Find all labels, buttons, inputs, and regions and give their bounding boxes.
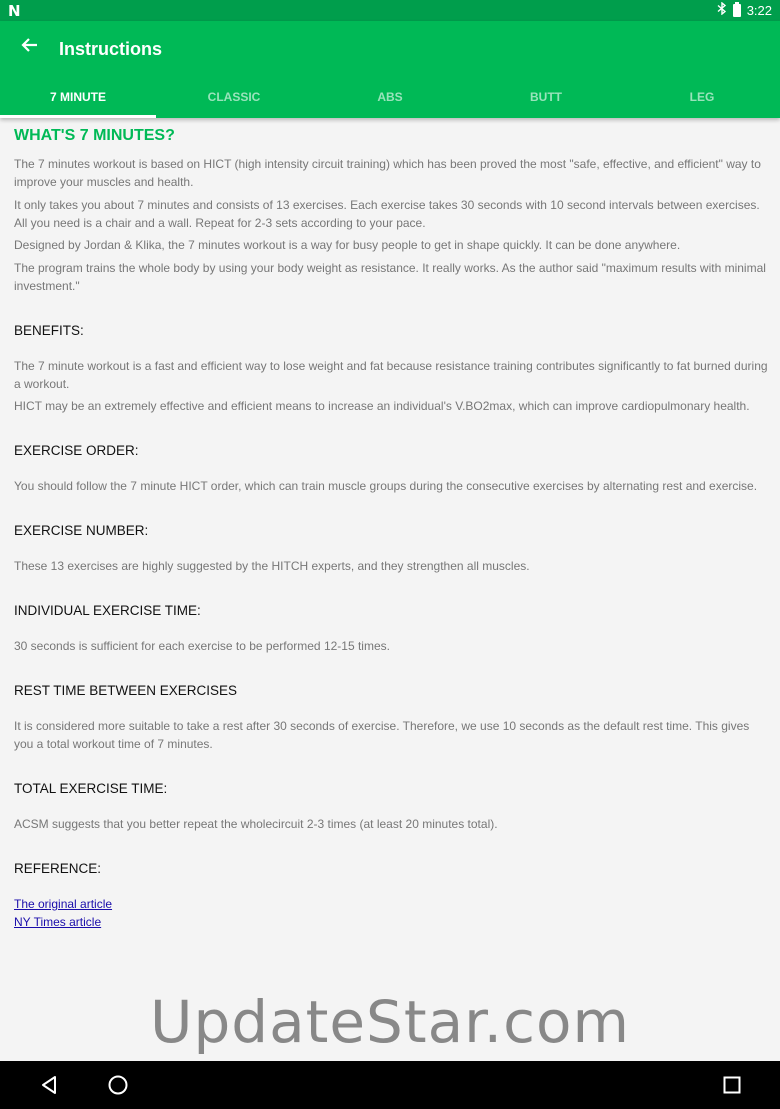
navigation-bar (0, 1061, 780, 1109)
section-title-individual-time: INDIVIDUAL EXERCISE TIME: (14, 603, 201, 618)
status-bar (0, 0, 780, 21)
back-arrow-icon[interactable] (20, 35, 44, 59)
section-paragraph: These 13 exercises are highly suggested by the HITCH experts, and they strengthen all muscles. (14, 559, 530, 573)
status-time: 3:22 (746, 2, 772, 18)
intro-paragraph: The 7 minutes workout is based on HICT (high intensity circuit training) which has been proved the most "safe, effective, and efficient" way to improve your muscles and health. (14, 157, 761, 189)
section-title-exercise-order: EXERCISE ORDER: (14, 443, 139, 458)
page-title: Instructions (59, 39, 163, 59)
main-heading: WHAT'S 7 MINUTES? (14, 127, 175, 144)
original-article-link[interactable]: The original article (14, 897, 113, 911)
watermark: UpdateStar.com (150, 988, 630, 1056)
nav-home-icon[interactable] (106, 1073, 130, 1097)
section-paragraph: HICT may be an extremely effective and efficient means to increase an individual's V.BO2max, which can improve cardiopulmonary health. (14, 399, 750, 413)
instructions-content (14, 126, 770, 931)
nav-back-icon[interactable] (38, 1073, 62, 1097)
tab-leg[interactable]: LEG (689, 90, 715, 104)
section-paragraph: 30 seconds is sufficient for each exercise to be performed 12-15 times. (14, 639, 390, 653)
section-title-rest-time: REST TIME BETWEEN EXERCISES (14, 683, 238, 698)
tab-7-minute[interactable]: 7 MINUTE (0, 77, 156, 118)
app-bar (0, 21, 780, 118)
section-title-benefits: BENEFITS: (14, 322, 84, 338)
section-paragraph: The 7 minute workout is a fast and efficient way to lose weight and fat because resistance training contributes significantly to fat burned during a workout. (14, 358, 768, 391)
section-paragraph: It is considered more suitable to take a rest after 30 seconds of exercise. Therefore, we use 10 seconds as the default rest time. This gives you a total workout time of 7 minutes. (14, 719, 750, 751)
tab-butt[interactable]: BUTT (530, 90, 562, 104)
section-paragraph: You should follow the 7 minute HICT order, which can train muscle groups during the consecutive exercises by alternating rest and exercise. (14, 479, 758, 493)
section-title-total-time: TOTAL EXERCISE TIME: (14, 781, 168, 796)
tab-abs[interactable]: ABS (377, 90, 403, 104)
section-title-exercise-number: EXERCISE NUMBER: (14, 523, 149, 538)
ny-times-article-link[interactable]: NY Times article (14, 915, 102, 929)
notification-n-icon: N (8, 2, 21, 20)
battery-icon (733, 4, 741, 17)
tab-classic[interactable]: CLASSIC (207, 90, 261, 104)
bluetooth-icon (717, 2, 727, 18)
intro-paragraph: Designed by Jordan & Klika, the 7 minutes workout is a way for busy people to get in shape quickly. It can be done anywhere. (14, 238, 681, 252)
section-title-reference: REFERENCE: (14, 861, 102, 876)
tab-bar (0, 77, 780, 118)
section-paragraph: ACSM suggests that you better repeat the wholecircuit 2-3 times (at least 20 minutes total). (14, 817, 498, 831)
intro-paragraph: It only takes you about 7 minutes and consists of 13 exercises. Each exercise takes 30 seconds with 10 second intervals between exercises. All you need is a chair and a wall. Repeat for 2-3 sets according to your pace. (14, 197, 760, 230)
nav-recents-icon[interactable] (720, 1073, 744, 1097)
status-right (717, 2, 772, 18)
intro-paragraph: The program trains the whole body by using your body weight as resistance. It really works. As the author said "maximum results with minimal investment." (14, 260, 766, 293)
